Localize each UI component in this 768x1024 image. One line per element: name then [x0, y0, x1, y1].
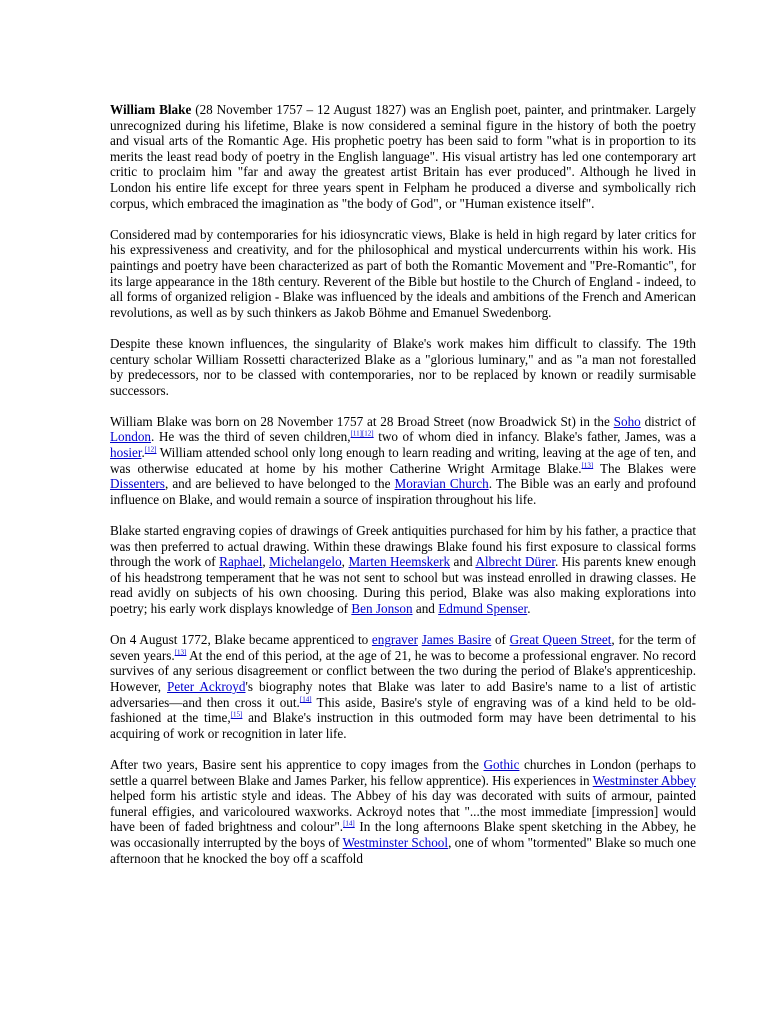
wiki-link[interactable]: Peter Ackroyd: [167, 678, 246, 694]
footnote-link[interactable]: [15]: [230, 710, 243, 719]
text-run: ,: [262, 554, 270, 570]
paragraph: [110, 632, 696, 741]
wiki-link[interactable]: London: [110, 429, 152, 445]
text-run: churches in London (perhaps to settle a quarrel between Blake and James Parker, his fellow apprentice). His experiences in: [110, 756, 696, 788]
text-run: of: [491, 632, 510, 648]
text-run: . The Bible was an early and profound influence on Blake, and would remain a source of inspiration throughout his life.: [110, 476, 697, 507]
text-run: district of: [640, 413, 696, 429]
text-run: . He was the third of seven children,: [151, 429, 351, 445]
text-run: and: [412, 601, 439, 616]
text-run: 's biography notes that Blake was later to add Basire's name to a list of artistic adversaries—and then cross it out.: [110, 678, 696, 710]
text-run: , one of whom "tormented" Blake so much one afternoon that he knocked the boy off a scaffold: [110, 834, 696, 866]
text-run: ,: [341, 554, 349, 570]
footnote-marker: [343, 820, 355, 828]
text-run: .: [527, 601, 531, 616]
subject-name: William Blake: [110, 102, 192, 117]
wiki-link[interactable]: Great Queen Street: [509, 632, 612, 648]
footnote-link[interactable]: [12]: [144, 445, 157, 454]
paragraph: [110, 523, 696, 617]
text-run: In the long afternoons Blake spent sketching in the Abbey, he was occasionally interrupted by the boys of: [110, 819, 696, 850]
footnote-link[interactable]: [13]: [174, 648, 187, 657]
footnote-marker: [351, 430, 374, 438]
text-run: two of whom died in infancy. Blake's father, James, was a: [373, 429, 697, 445]
text-run: (28 November 1757 – 12 August 1827) was an English poet, painter, and printmaker. Largely unrecognized during his lifetime, Blake is now considered a seminal figure in the history of both the poetry and visual arts of the Romantic Age. His prophetic poetry has been said to form "what is in proportion to its merits the least read body of poetry in the English language". His visual artistry has led one contemporary art critic to proclaim him "far and away the greatest artist Britain has ever produced". Although he lived in London his entire life except for three years spent in Felpham he produced a diverse and symbolically rich corpus, which embraced the imagination as "the body of God", or "Human existence itself".: [110, 102, 696, 211]
footnote-marker: [582, 461, 594, 469]
wiki-link[interactable]: Ben Jonson: [351, 601, 413, 616]
document-page: [110, 102, 696, 882]
text-run: At the end of this period, at the age of 21, he was to become a professional engraver. No record survives of any serious disagreement or conflict between the two during the period of Blake's apprenticeship. However,: [110, 647, 696, 694]
paragraph: [110, 336, 696, 398]
paragraph: [110, 757, 696, 866]
footnote-link[interactable]: [13]: [581, 461, 594, 470]
text-run: and: [450, 554, 476, 570]
footnote-marker: [175, 648, 187, 656]
wiki-link[interactable]: Soho: [613, 413, 641, 429]
wiki-link[interactable]: Dissenters: [110, 476, 165, 492]
paragraph: [110, 227, 696, 321]
wiki-link[interactable]: Michelangelo: [269, 554, 342, 570]
wiki-link[interactable]: Raphael: [219, 554, 263, 570]
footnote-link[interactable]: [14]: [343, 819, 355, 828]
footnote-marker: [145, 446, 157, 454]
text-run: helped form his artistic style and ideas. The Abbey of his day was decorated with suits of armour, painted funeral effigies, and varicoloured waxworks. Ackroyd notes that "...the most immediate [impression] would have been of faded brightness and colour".: [110, 788, 696, 835]
text-run: and Blake's instruction in this outmoded form may have been detrimental to his acquiring of work or recognition in later life.: [110, 710, 696, 741]
footnote-link[interactable]: [14]: [299, 695, 312, 704]
wiki-link[interactable]: Westminster School: [342, 834, 449, 850]
wiki-link[interactable]: Albrecht Dürer: [475, 554, 556, 570]
text-run: . His parents knew enough of his headstrong temperament that he was not sent to school but was instead enrolled in drawing classes. He read avidly on subjects of his own choosing. During this period, Blake was also making explorations into poetry; his early work displays knowledge of: [110, 554, 697, 616]
text-run: After two years, Basire sent his apprentice to copy images from the: [110, 756, 484, 772]
wiki-link[interactable]: engraver: [371, 632, 419, 648]
text-run: Despite these known influences, the singularity of Blake's work makes him difficult to classify. The 19th century scholar William Rossetti characterized Blake as a "glorious luminary," and as "a man not forestalled by predecessors, nor to be classed with contemporaries, nor to be replaced by known or readily surmisable successors.: [110, 335, 696, 398]
wiki-link[interactable]: Gothic: [483, 756, 520, 772]
text-run: William Blake was born on 28 November 1757 at 28 Broad Street (now Broadwick St) in the: [110, 413, 614, 429]
wiki-link[interactable]: Moravian Church: [394, 476, 489, 492]
wiki-link[interactable]: hosier: [110, 445, 142, 461]
text-run: , for the term of seven years.: [110, 632, 697, 663]
paragraph: [110, 102, 696, 211]
text-run: Blake started engraving copies of drawings of Greek antiquities purchased for him by his father, a practice that was then preferred to actual drawing. Within these drawings Blake found his first exposure to classical forms through the work of: [110, 523, 696, 570]
wiki-link[interactable]: Westminster Abbey: [592, 772, 696, 788]
wiki-link[interactable]: Edmund Spenser: [438, 601, 528, 616]
paragraph: [110, 414, 696, 508]
footnote-marker: [300, 695, 312, 703]
footnote-marker: [231, 711, 243, 719]
footnote-link[interactable]: [11][12]: [350, 430, 374, 439]
text-run: This aside, Basire's style of engraving was of a kind held to be old-fashioned at the time,: [110, 694, 696, 726]
wiki-link[interactable]: Marten Heemskerk: [348, 554, 451, 570]
text-run: The Blakes were: [593, 460, 696, 476]
text-run: Considered mad by contemporaries for his idiosyncratic views, Blake is held in high regard by later critics for his expressiveness and creativity, and for the philosophical and mystical undercurrents within his work. His paintings and poetry have been characterized as part of both the Romantic Movement and "Pre-Romantic", for its large appearance in the 18th century. Reverent of the Bible but hostile to the Church of England - indeed, to all forms of organized religion - Blake was influenced by the ideals and ambitions of the French and American revolutions, as well as by such thinkers as Jakob Böhme and Emanuel Swedenborg.: [110, 226, 696, 320]
text-run: , and are believed to have belonged to the: [164, 476, 395, 492]
text-run: William attended school only long enough to learn reading and writing, leaving at the age of ten, and was otherwise educated at home by his mother Catherine Wright Armitage Blake.: [110, 445, 696, 476]
text-run: .: [141, 445, 145, 461]
wiki-link[interactable]: James Basire: [421, 632, 492, 648]
text-run: On 4 August 1772, Blake became apprenticed to: [110, 632, 372, 648]
